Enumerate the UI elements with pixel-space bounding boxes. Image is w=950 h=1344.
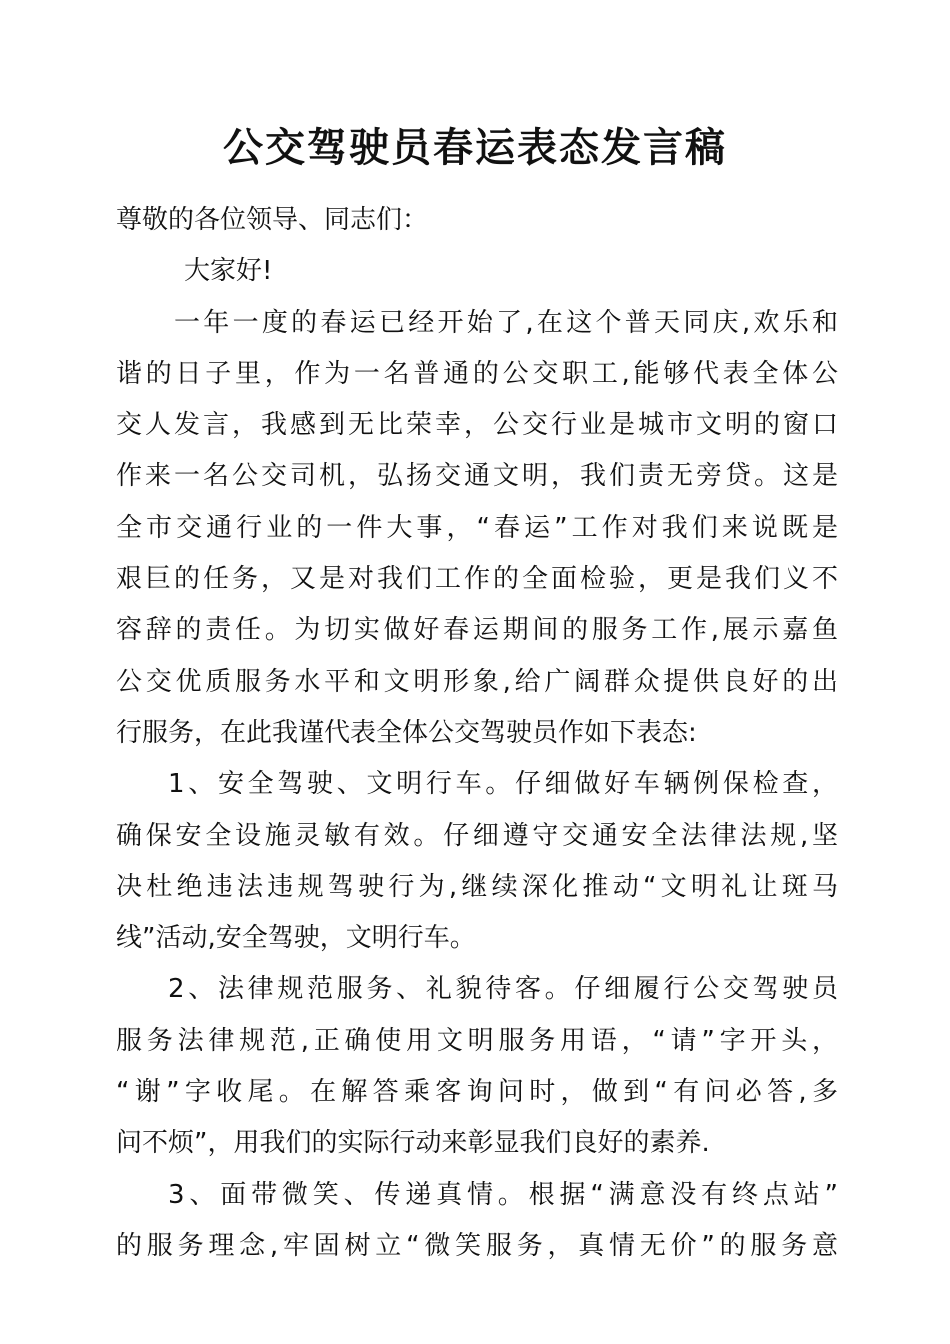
paragraph-line: 作来一名公交司机，弘扬交通文明，我们责无旁贷。这是 xyxy=(116,461,838,492)
paragraph-line: 容辞的责任。为切实做好春运期间的服务工作,展示嘉鱼 xyxy=(116,615,838,646)
paragraph-line: 谐的日子里，作为一名普通的公交职工,能够代表全体公 xyxy=(116,358,838,389)
list-item-line: 确保安全设施灵敏有效。仔细遵守交通安全法律法规,坚 xyxy=(116,820,838,851)
list-item-line: 3、面带微笑、传递真情。根据“满意没有终点站” xyxy=(168,1179,838,1210)
list-item-line: 服务法律规范,正确使用文明服务用语，“请”字开头， xyxy=(116,1025,838,1056)
paragraph-line: 公交优质服务水平和文明形象,给广阔群众提供良好的出 xyxy=(116,666,838,697)
list-item-line: 线”活动,安全驾驶，文明行车。 xyxy=(116,923,476,954)
list-item-line: 决杜绝违法违规驾驶行为,继续深化推动“文明礼让斑马 xyxy=(116,871,838,902)
paragraph-line: 行服务，在此我谨代表全体公交驾驶员作如下表态: xyxy=(116,717,697,748)
paragraph-line: 全市交通行业的一件大事，“春运”工作对我们来说既是 xyxy=(116,512,838,543)
salutation-line: 尊敬的各位领导、同志们： xyxy=(116,205,429,235)
greeting-line: 大家好! xyxy=(184,256,273,287)
paragraph-line: 艰巨的任务，又是对我们工作的全面检验，更是我们义不 xyxy=(116,564,838,595)
paragraph-line: 交人发言，我感到无比荣幸，公交行业是城市文明的窗口 xyxy=(116,410,838,441)
list-item-line: 的服务理念,牢固树立“微笑服务，真情无价”的服务意 xyxy=(116,1230,838,1261)
document-body xyxy=(116,195,838,1272)
list-item-line: “谢”字收尾。在解答乘客询问时，做到“有问必答,多 xyxy=(116,1077,838,1108)
list-item-line: 2、法律规范服务、礼貌待客。仔细履行公交驾驶员 xyxy=(168,974,838,1005)
document-title: 公交驾驶员春运表态发言稿 xyxy=(223,125,727,171)
list-item-line: 1、安全驾驶、文明行车。仔细做好车辆例保检查， xyxy=(168,769,838,800)
paragraph-line: 一年一度的春运已经开始了,在这个普天同庆,欢乐和 xyxy=(174,307,838,338)
list-item-line: 问不烦”，用我们的实际行动来彰显我们良好的素养. xyxy=(116,1128,710,1159)
